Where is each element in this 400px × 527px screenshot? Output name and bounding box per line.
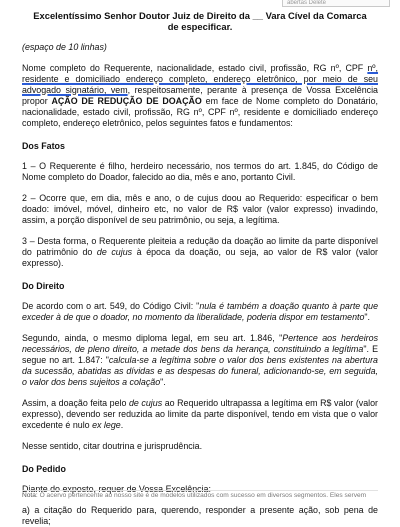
request-heading: Do Pedido	[22, 464, 66, 474]
title-line-2: de especificar.	[167, 21, 233, 32]
fact-2: 2 – Ocorre que, em dia, mês e ano, o de cujus doou ao Requerido: especificar o bem doado: imóvel, móvel, dinheiro etc, no valor de R$ valor (valor expresso) invadindo, assim, a porção disponível de seu patrimônio, ou seja, a legítima.	[22, 193, 378, 225]
law-heading: Do Direito	[22, 281, 65, 291]
law-1-text-a: De acordo com o art. 549, do Código Civil: "	[22, 301, 200, 311]
footnote	[22, 490, 378, 500]
law-paragraph-2	[22, 333, 378, 388]
law-3-italic-2: ex lege	[92, 420, 121, 430]
law-2-text-b: ". E segue no art. 1.847: "	[22, 344, 378, 365]
law-2-text-a: Segundo, ainda, o mesmo diploma legal, em seu art. 1.846, "	[22, 333, 283, 343]
intro-text-3: em face de Nome completo do Donatário, nacionalidade, estado civil, profissão, RG nº, CPF nº, residente e domiciliado endereço completo, endereço eletrônico, pelos seguintes fatos e fundamentos:	[22, 96, 378, 128]
law-2-quote-1: Pertence aos herdeiros necessários, de pleno direito, a metade dos bens da herança, constituindo a legítima	[22, 333, 379, 354]
fact-3-text-b: à época da doação, ou seja, ao valor de R$ valor (valor expresso).	[22, 247, 378, 268]
facts-heading: Dos Fatos	[22, 141, 65, 151]
fact-1: 1 – O Requerente é filho, herdeiro necessário, nos termos do art. 1.845, do Código de Nome completo do Doador, falecido ao dia, mês e ano, portanto Civil.	[22, 161, 378, 182]
fact-3	[22, 236, 378, 269]
law-2-quote-2: calcula-se a legítima sobre o valor dos bens existentes na abertura da sucessão, abatidas as dívidas e as despesas do funeral, adicionando-se, em seguida, o valor dos bens sujeitos a colação	[22, 355, 378, 387]
law-3-text-b: ao Requerido ultrapassa a legítima em R$ valor (valor expresso), devendo ser reduzida ao limite da parte disponível, tendo em vista que o valor excedente é nulo	[22, 398, 379, 430]
footnote-text: O acervo pertencente ao nosso site é de modelos utilizados com sucesso em diversos segmentos. Eles servem	[37, 492, 367, 499]
law-paragraph-4: Nesse sentido, citar doutrina e jurisprudência.	[22, 441, 203, 451]
intro-paragraph	[22, 63, 378, 129]
fact-3-italic: de cujus	[96, 247, 133, 257]
law-paragraph-3	[22, 398, 378, 431]
fact-3-text-a: 3 – Desta forma, o Requerente pleiteia a redução da doação ao limite da parte disponível do patrimônio do	[22, 236, 378, 257]
intro-highlighted-text[interactable]: nº, residente e domiciliado endereço completo, endereço eletrônico, por meio de seu advogado signatário, vem	[22, 63, 379, 95]
footnote-label: Nota:	[22, 492, 38, 499]
intro-text-2: , respeitosamente, perante à presença de Vossa Excelência propor	[22, 85, 378, 106]
title-line-1: Excelentíssimo Senhor Doutor Juiz de Direito da __ Vara Cível da Comarca	[33, 10, 367, 21]
law-3-text-a: Assim, a doação feita pelo	[22, 398, 129, 408]
law-3-text-c: .	[120, 420, 124, 430]
document-title	[22, 10, 378, 32]
request-intro: Diante do exposto, requer de Vossa Excelência:	[22, 484, 211, 494]
action-name: AÇÃO DE REDUÇÃO DE DOAÇÃO	[51, 96, 202, 106]
request-item-a: a) a citação do Requerido para, querendo, responder a presente ação, sob pena de revelia;	[22, 505, 378, 526]
law-2-text-c: ".	[160, 377, 166, 387]
law-1-quote: nula é também a doação quanto à parte que exceder à de que o doador, no momento da liberalidade, poderia dispor em testamento	[22, 301, 378, 322]
intro-text-1: Nome completo do Requerente, nacionalidade, estado civil, profissão, RG nº, CPF	[22, 63, 364, 73]
petition-body	[22, 10, 378, 527]
corner-toolbar-fragment: abertas Delete	[282, 0, 390, 7]
law-paragraph-1	[22, 301, 378, 323]
law-3-italic-1: de cujus	[129, 398, 163, 408]
space-note: (espaço de 10 linhas)	[22, 42, 107, 52]
law-1-text-b: ".	[364, 312, 371, 322]
